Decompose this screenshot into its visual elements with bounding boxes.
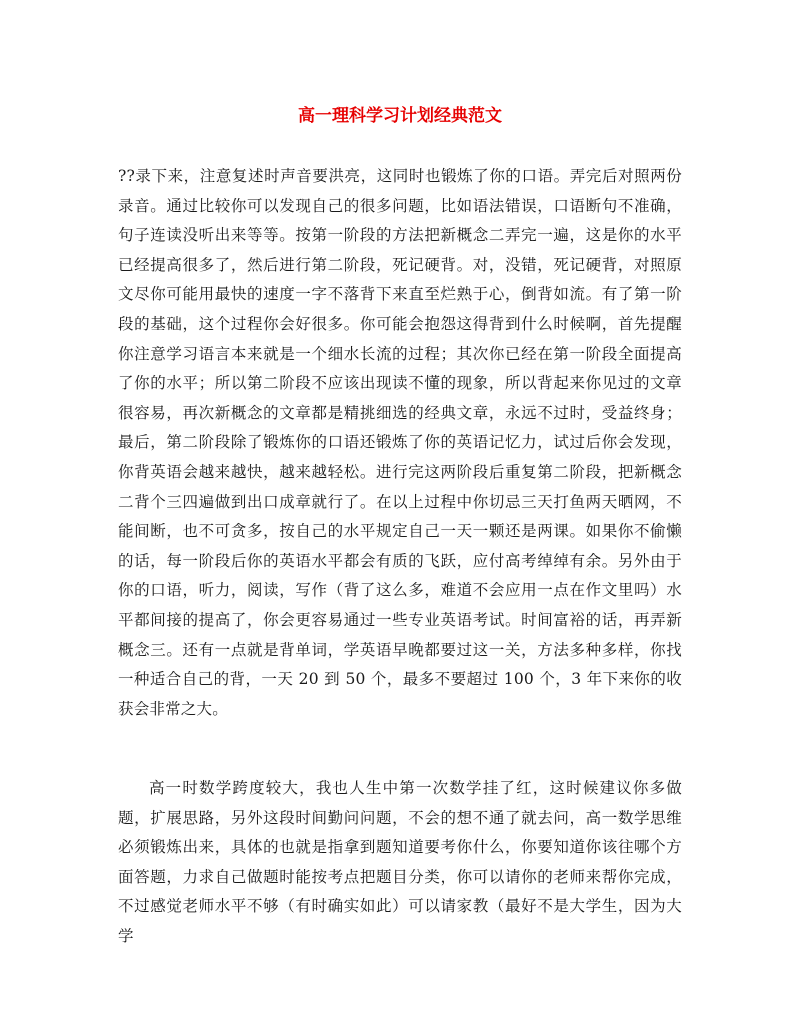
document-title: 高一理科学习计划经典范文 bbox=[298, 106, 502, 126]
body-paragraph-1: ??录下来，注意复述时声音要洪亮，这同时也锻炼了你的口语。弄完后对照两份录音。通过比较你可以发现自己的很多问题，比如语法错误，口语断句不准确，句子连读没听出来等等。按第一阶段的方法把新概念二弄完一遍，这是你的水平已经提高很多了，然后进行第二阶段，死记硬背。对，没错，死记硬背，对照原文尽你可能用最快的速度一字不落背下来直至烂熟于心，倒背如流。有了第一阶段的基础，这个过程你会好很多。你可能会抱怨这得背到什么时候啊，首先提醒你注意学习语言本来就是一个细水长流的过程；其次你已经在第一阶段全面提高了你的水平；所以第二阶段不应该出现读不懂的现象，所以背起来你见过的文章很容易，再次新概念的文章都是精挑细选的经典文章，永远不过时，受益终身；最后，第二阶段除了锻炼你的口语还锻炼了你的英语记忆力，试过后你会发现，你背英语会越来越快，越来越轻松。进行完这两阶段后重复第二阶段，把新概念二背个三四遍做到出口成章就行了。在以上过程中你切忌三天打鱼两天晒网，不能间断，也不可贪多，按自己的水平规定自己一天一颗还是两课。如果你不偷懒的话，每一阶段后你的英语水平都会有质的飞跃，应付高考绰绰有余。另外由于你的口语，听力，阅读，写作（背了这么多，难道不会应用一点在作文里吗）水平都间接的提高了，你会更容易通过一些专业英语考试。时间富裕的话，再弄新概念三。还有一点就是背单词，学英语早晚都要过这一关，方法多种多样，你找一种适合自己的背，一天 20 到 50 个，最多不要超过 100 个，3 年下来你的收获会非常之大。 bbox=[118, 167, 682, 718]
body-paragraph-2: 高一时数学跨度较大，我也人生中第一次数学挂了红，这时候建议你多做题，扩展思路，另外这段时间勤问问题，不会的想不通了就去问，高一数学思维必须锻炼出来，具体的也就是指拿到题知道要考你什么，你要知道你该往哪个方面答题，力求自己做题时能按考点把题目分类，你可以请你的老师来帮你完成，不过感觉老师水平不够（有时确实如此）可以请家教（最好不是大学生，因为大学 bbox=[118, 779, 682, 945]
